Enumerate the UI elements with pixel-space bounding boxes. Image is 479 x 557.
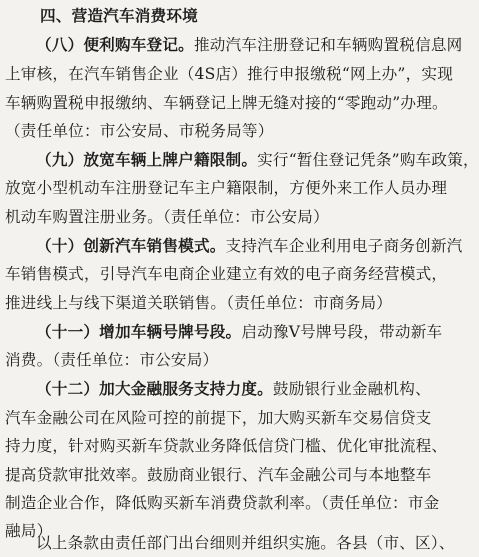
paragraph-10-line-2: 车销售模式，引导汽车电商企业建立有效的电子商务经营模式， <box>5 265 448 283</box>
paragraph-8-line-3: 车辆购置税申报缴纳、车辆登记上牌无缝对接的“零跑动”办理。 <box>5 94 448 112</box>
paragraph-9-line-3: 机动车购置注册业务。（责任单位：市公安局） <box>5 208 329 226</box>
closing-line: 以上条款由责任部门出台细则并组织实施。各县（市、区）、 <box>36 534 455 552</box>
paragraph-9-text-1: 实行“暂住登记凭条”购车政策， <box>257 151 479 169</box>
paragraph-12-line-3: 持力度，针对购买新车贷款业务降低信贷门槛、优化审批流程、 <box>5 437 448 455</box>
paragraph-11-text-1: 启动豫V号牌号段，带动新车 <box>241 323 443 341</box>
paragraph-12-line-1 <box>36 375 431 403</box>
paragraph-8-heading: （八）便利购车登记。 <box>36 35 194 54</box>
paragraph-9-heading: （九）放宽车辆上牌户籍限制。 <box>36 150 258 169</box>
paragraph-8-line-4: （责任单位：市公安局、市税务局等） <box>5 122 274 140</box>
paragraph-10-text-1: 支持汽车企业利用电子商务创新汽 <box>225 237 463 255</box>
paragraph-9-line-2: 放宽小型机动车注册登记车主户籍限制，方便外来工作人员办理 <box>5 179 448 197</box>
paragraph-11-heading: （十一）增加车辆号牌号段。 <box>36 322 242 341</box>
paragraph-8-line-2: 上审核，在汽车销售企业（4S店）推行申报缴税“网上办”，实现 <box>5 65 453 83</box>
paragraph-11-line-1 <box>36 318 442 346</box>
paragraph-10-heading: （十）创新汽车销售模式。 <box>36 236 226 255</box>
paragraph-9-line-1 <box>36 146 479 174</box>
paragraph-12-line-4: 提高贷款审批效率。鼓励商业银行、汽车金融公司与本地整车 <box>5 466 432 484</box>
paragraph-8-text-1: 推动汽车注册登记和车辆购置税信息网 <box>193 36 463 54</box>
paragraph-10-line-1 <box>36 232 462 260</box>
paragraph-12-text-1: 鼓励银行业金融机构、 <box>272 380 431 398</box>
paragraph-11-line-2: 消费。（责任单位：市公安局） <box>5 351 219 369</box>
paragraph-12-heading: （十二）加大金融服务支持力度。 <box>36 379 273 398</box>
paragraph-12-line-2: 汽车金融公司在风险可控的前提下，加大购买新车交易信贷支 <box>5 409 432 427</box>
paragraph-10-line-3: 推进线上与线下渠道关联销售。（责任单位：市商务局） <box>5 294 393 312</box>
section-title: 四、营造汽车消费环境 <box>40 6 198 25</box>
paragraph-12-line-5: 制造企业合作，降低购买新车消费贷款利率。（责任单位：市金 <box>5 494 440 512</box>
paragraph-8-line-1 <box>36 31 462 59</box>
paragraph-12-line-6: 融局） <box>5 522 53 540</box>
